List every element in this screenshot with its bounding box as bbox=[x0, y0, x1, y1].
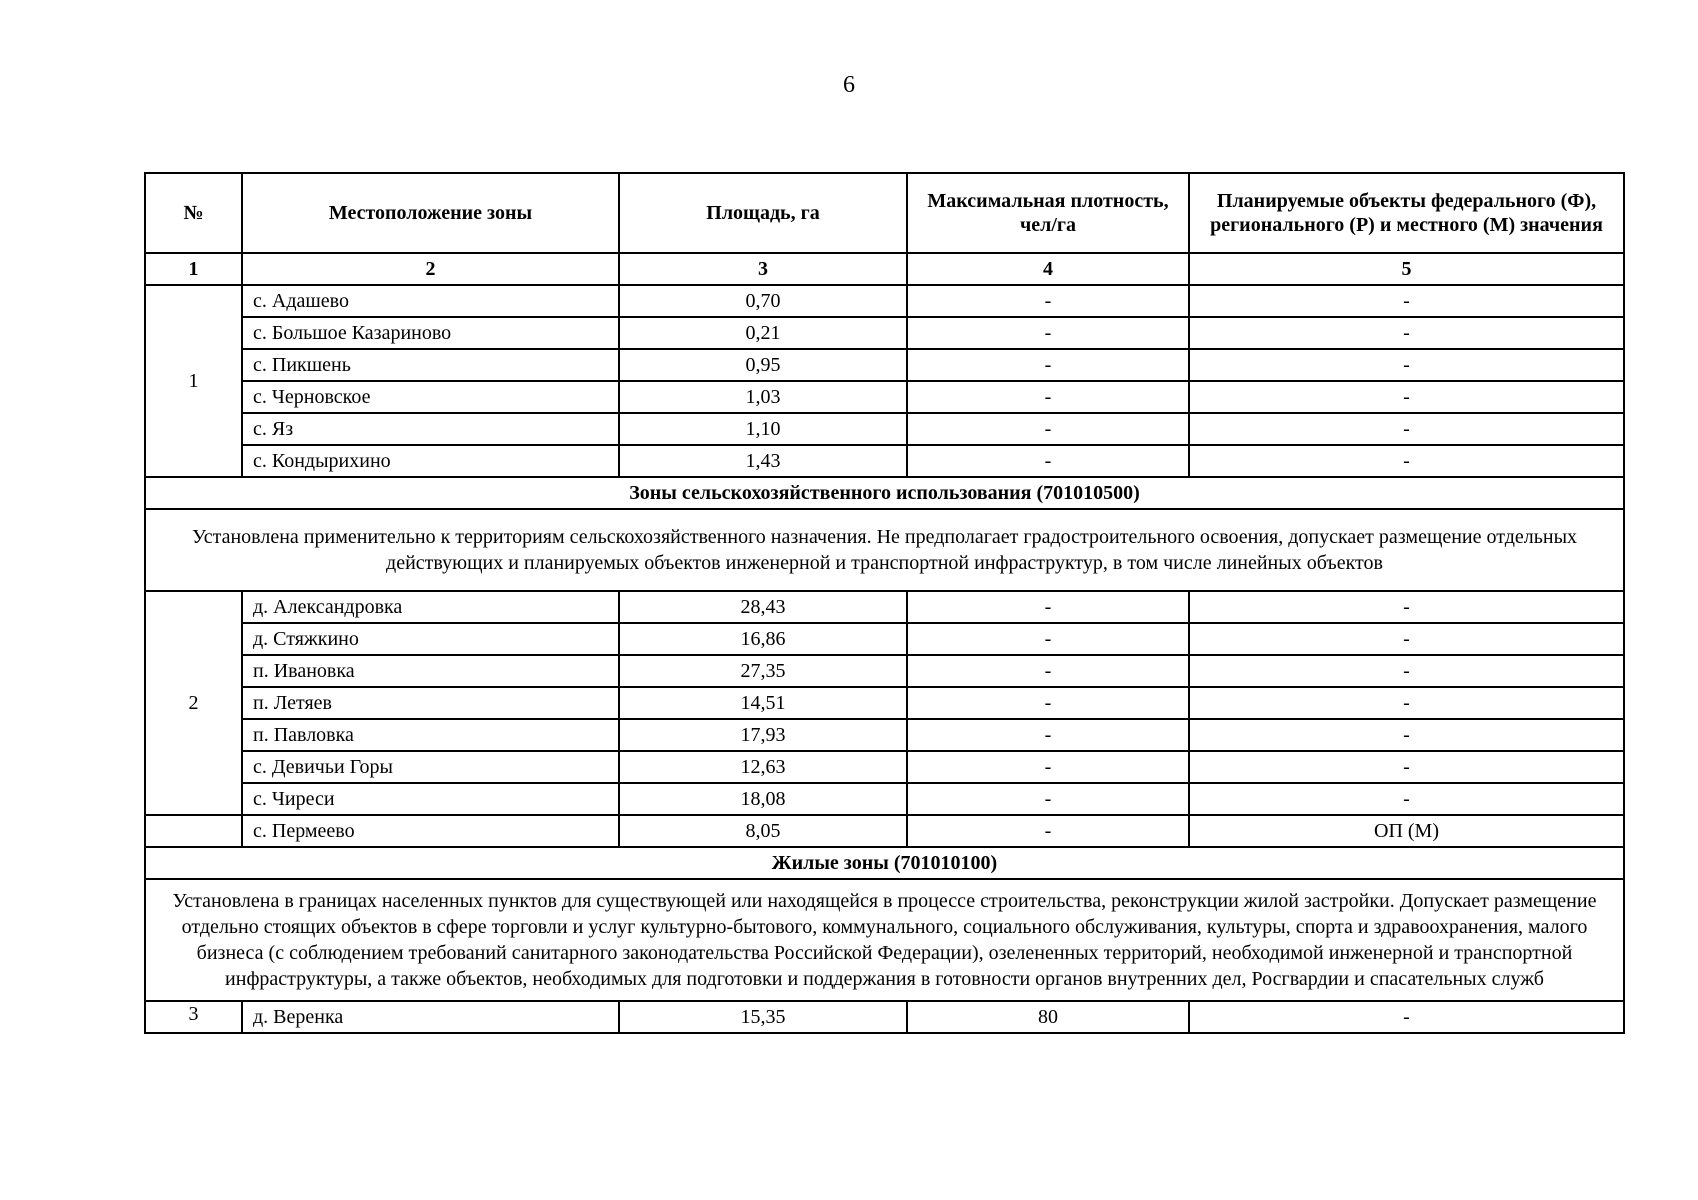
density-cell: - bbox=[907, 751, 1189, 783]
area-cell: 0,95 bbox=[619, 349, 907, 381]
location-cell: с. Пермеево bbox=[242, 815, 619, 847]
location-cell: с. Черновское bbox=[242, 381, 619, 413]
group-number: 1 bbox=[145, 285, 242, 477]
section-description-agricultural: Установлена применительно к территориям сельскохозяйственного назначения. Не предполагает градостроительного освоения, допускает размещение отдельных действующих и планируемых объектов инженерной и транспортной инфраструктур, в том числе линейных объектов bbox=[145, 509, 1624, 591]
section-description-row bbox=[145, 879, 1624, 1001]
header-location: Местоположение зоны bbox=[242, 173, 619, 253]
column-number: 5 bbox=[1189, 253, 1624, 285]
location-cell: д. Веренка bbox=[242, 1001, 619, 1033]
objects-cell: - bbox=[1189, 381, 1624, 413]
density-cell: - bbox=[907, 719, 1189, 751]
table-row bbox=[145, 751, 1624, 783]
location-cell: п. Ивановка bbox=[242, 655, 619, 687]
location-cell: п. Павловка bbox=[242, 719, 619, 751]
density-cell: - bbox=[907, 591, 1189, 623]
area-cell: 28,43 bbox=[619, 591, 907, 623]
density-cell: - bbox=[907, 381, 1189, 413]
objects-cell: - bbox=[1189, 413, 1624, 445]
location-cell: с. Кондырихино bbox=[242, 445, 619, 477]
header-row bbox=[145, 173, 1624, 253]
group-number bbox=[145, 815, 242, 847]
density-cell: - bbox=[907, 687, 1189, 719]
location-cell: с. Большое Казариново bbox=[242, 317, 619, 349]
objects-cell: - bbox=[1189, 623, 1624, 655]
table-row bbox=[145, 687, 1624, 719]
area-cell: 27,35 bbox=[619, 655, 907, 687]
table-row bbox=[145, 413, 1624, 445]
area-cell: 14,51 bbox=[619, 687, 907, 719]
area-cell: 18,08 bbox=[619, 783, 907, 815]
objects-cell: - bbox=[1189, 687, 1624, 719]
area-cell: 12,63 bbox=[619, 751, 907, 783]
group-number: 2 bbox=[145, 591, 242, 815]
column-number-row bbox=[145, 253, 1624, 285]
objects-cell: - bbox=[1189, 1001, 1624, 1033]
location-cell: п. Летяев bbox=[242, 687, 619, 719]
column-number: 1 bbox=[145, 253, 242, 285]
area-cell: 16,86 bbox=[619, 623, 907, 655]
location-cell: с. Чиреси bbox=[242, 783, 619, 815]
header-area: Площадь, га bbox=[619, 173, 907, 253]
density-cell: - bbox=[907, 445, 1189, 477]
area-cell: 1,03 bbox=[619, 381, 907, 413]
density-cell: - bbox=[907, 815, 1189, 847]
density-cell: - bbox=[907, 349, 1189, 381]
header-objects: Планируемые объекты федерального (Ф), регионального (Р) и местного (М) значения bbox=[1189, 173, 1624, 253]
table-row bbox=[145, 1001, 1624, 1033]
table-row bbox=[145, 783, 1624, 815]
table-row bbox=[145, 815, 1624, 847]
location-cell: с. Яз bbox=[242, 413, 619, 445]
column-number: 2 bbox=[242, 253, 619, 285]
section-title-row bbox=[145, 477, 1624, 509]
table-row bbox=[145, 591, 1624, 623]
table-row bbox=[145, 317, 1624, 349]
table-row bbox=[145, 285, 1624, 317]
objects-cell: - bbox=[1189, 783, 1624, 815]
section-title-residential: Жилые зоны (701010100) bbox=[145, 847, 1624, 879]
table-row bbox=[145, 655, 1624, 687]
objects-cell: ОП (М) bbox=[1189, 815, 1624, 847]
area-cell: 0,70 bbox=[619, 285, 907, 317]
table-row bbox=[145, 623, 1624, 655]
group-number: 3 bbox=[145, 1001, 242, 1033]
density-cell: - bbox=[907, 317, 1189, 349]
section-title-agricultural: Зоны сельскохозяйственного использования (701010500) bbox=[145, 477, 1624, 509]
table-row bbox=[145, 445, 1624, 477]
location-cell: с. Адашево bbox=[242, 285, 619, 317]
area-cell: 15,35 bbox=[619, 1001, 907, 1033]
objects-cell: - bbox=[1189, 591, 1624, 623]
objects-cell: - bbox=[1189, 349, 1624, 381]
column-number: 4 bbox=[907, 253, 1189, 285]
area-cell: 8,05 bbox=[619, 815, 907, 847]
location-cell: д. Стяжкино bbox=[242, 623, 619, 655]
page-number: 6 bbox=[843, 72, 855, 98]
density-cell: - bbox=[907, 623, 1189, 655]
density-cell: - bbox=[907, 655, 1189, 687]
objects-cell: - bbox=[1189, 285, 1624, 317]
header-number: № bbox=[145, 173, 242, 253]
objects-cell: - bbox=[1189, 655, 1624, 687]
header-density: Максимальная плотность, чел/га bbox=[907, 173, 1189, 253]
location-cell: с. Девичьи Горы bbox=[242, 751, 619, 783]
density-cell: - bbox=[907, 285, 1189, 317]
table-row bbox=[145, 719, 1624, 751]
objects-cell: - bbox=[1189, 719, 1624, 751]
area-cell: 1,43 bbox=[619, 445, 907, 477]
area-cell: 1,10 bbox=[619, 413, 907, 445]
area-cell: 17,93 bbox=[619, 719, 907, 751]
density-cell: 80 bbox=[907, 1001, 1189, 1033]
table-row bbox=[145, 381, 1624, 413]
objects-cell: - bbox=[1189, 445, 1624, 477]
section-description-row bbox=[145, 509, 1624, 591]
section-title-row bbox=[145, 847, 1624, 879]
objects-cell: - bbox=[1189, 751, 1624, 783]
area-cell: 0,21 bbox=[619, 317, 907, 349]
section-description-residential: Установлена в границах населенных пунктов для существующей или находящейся в процессе строительства, реконструкции жилой застройки. Допускает размещение отдельно стоящих объектов в сфере торговли и услуг культурно-бытового, коммунального, социального обслуживания, культуры, спорта и здравоохранения, малого бизнеса (с соблюдением требований санитарного законодательства Российской Федерации), озелененных территорий, необходимой инженерной и транспортной инфраструктуры, а также объектов, необходимых для подготовки и поддержания в готовности органов внутренних дел, Росгвардии и спасательных служб bbox=[145, 879, 1624, 1001]
density-cell: - bbox=[907, 413, 1189, 445]
density-cell: - bbox=[907, 783, 1189, 815]
location-cell: д. Александровка bbox=[242, 591, 619, 623]
objects-cell: - bbox=[1189, 317, 1624, 349]
table-row bbox=[145, 349, 1624, 381]
column-number: 3 bbox=[619, 253, 907, 285]
zones-table bbox=[144, 172, 1625, 1034]
location-cell: с. Пикшень bbox=[242, 349, 619, 381]
